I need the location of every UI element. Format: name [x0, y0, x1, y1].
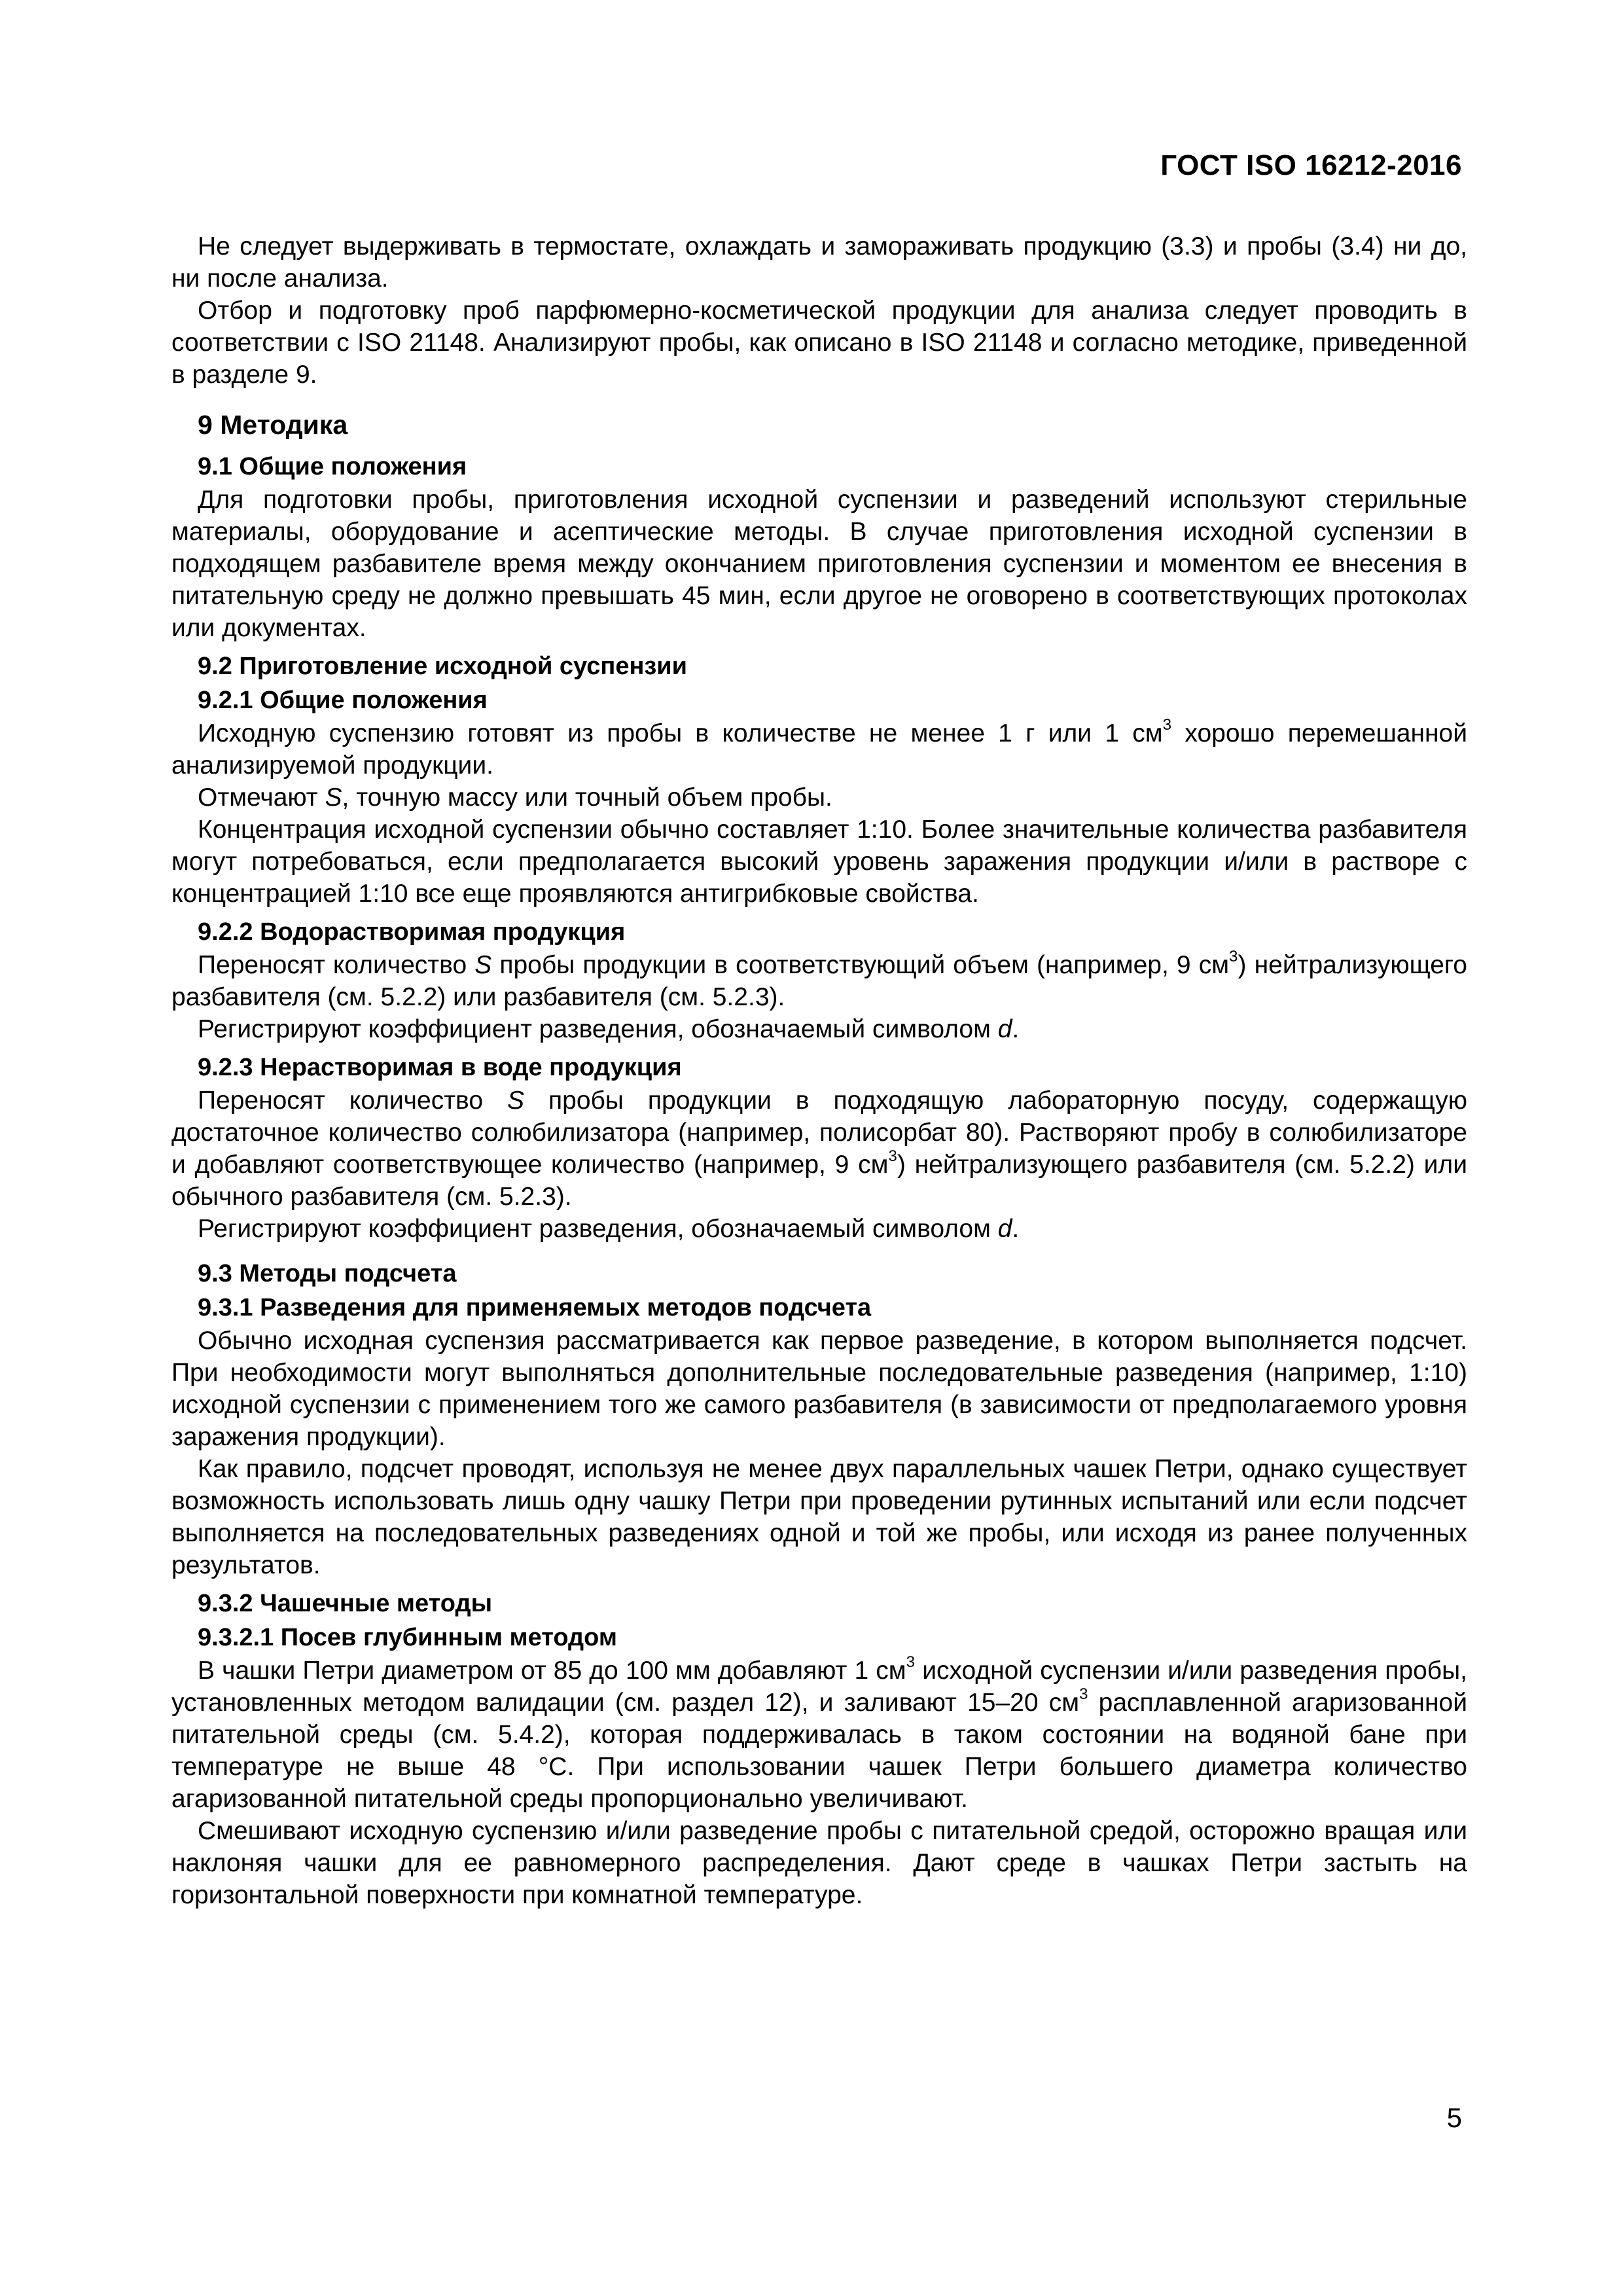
- paragraph: Как правило, подсчет проводят, используя не менее двух параллельных чашек Петри, однако существует возможность использовать лишь одну чашку Петри при проведении рутинных испытаний или если подсчет выполняется на последовательных разведениях одной и той же пробы, или исходя из ранее полученных результатов.: [171, 1455, 1467, 1579]
- section-heading-9-3-2-1: 9.3.2.1 Посев глубинным методом: [198, 1624, 617, 1651]
- section-heading-9-2-2: 9.2.2 Водорастворимая продукция: [198, 918, 626, 946]
- paragraph: Смешивают исходную суспензию и/или разведение пробы с питательной средой, осторожно вращая или наклоняя чашки для ее равномерного распределения. Дают среде в чашках Петри застыть на горизонтальной поверхности при комнатной температуре.: [171, 1817, 1467, 1909]
- section-heading-9: 9 Методика: [198, 410, 348, 440]
- section-heading-9-2-1: 9.2.1 Общие положения: [198, 687, 488, 714]
- paragraph: Обычно исходная суспензия рассматривается как первое разведение, в котором выполняется подсчет. При необходимости могут выполняться дополнительные последовательные разведения (например, 1:10) исходной суспензии с применением того же самого разбавителя (в зависимости от предполагаемого уровня заражения продукции).: [171, 1327, 1467, 1451]
- section-heading-9-3-1: 9.3.1 Разведения для применяемых методов подсчета: [198, 1294, 872, 1321]
- paragraph: Отмечают S, точную массу или точный объем пробы.: [198, 783, 832, 812]
- paragraph: Концентрация исходной суспензии обычно составляет 1:10. Более значительные количества разбавителя могут потребоваться, если предполагается высокий уровень заражения продукции и/или в растворе с концентрацией 1:10 все еще проявляются антигрибковые свойства.: [171, 816, 1467, 908]
- section-heading-9-3: 9.3 Методы подсчета: [198, 1260, 457, 1287]
- paragraph: Регистрируют коэффициент разведения, обозначаемый символом d.: [198, 1015, 1020, 1043]
- paragraph: В чашки Петри диаметром от 85 до 100 мм добавляют 1 $см^3$ исходной суспензии и/или разведения пробы, установленных методом валидации (см. раздел 12), и заливают 15–20 $см^3$ расплавленной агаризованной питательной среды (см. 5.4.2), которая поддерживалась в таком состоянии на водяной бане при температуре не выше 48 °С. При использовании чашек Петри большего диаметра количество агаризованной питательной среды пропорционально увеличивают.: [171, 1653, 1467, 1813]
- section-heading-9-2-3: 9.2.3 Нерастворимая в воде продукция: [198, 1054, 682, 1081]
- page-number: 5: [1446, 2102, 1462, 2133]
- document-standard-code: ГОСТ ISO 16212-2016: [1160, 149, 1462, 181]
- paragraph: Отбор и подготовку проб парфюмерно-косметической продукции для анализа следует проводить в соответствии с ISO 21148. Анализируют пробы, как описано в ISO 21148 и согласно методике, приведенной в разделе 9.: [171, 296, 1467, 389]
- paragraph: Для подготовки пробы, приготовления исходной суспензии и разведений используют стерильные материалы, оборудование и асептические методы. В случае приготовления исходной суспензии в подходящем разбавителе время между окончанием приготовления суспензии и моментом ее внесения в питательную среду не должно превышать 45 мин, если другое не оговорено в соответствующих протоколах или документах.: [171, 486, 1467, 642]
- paragraph: Исходную суспензию готовят из пробы в количестве не менее 1 г или 1 $см^3$ хорошо перемешанной анализируемой продукции.: [171, 716, 1468, 780]
- paragraph: Переносят количество S пробы продукции в соответствующий объем (например, 9 $см^3$) нейтрализующего разбавителя (см. 5.2.2) или разбавителя (см. 5.2.3).: [171, 948, 1467, 1011]
- paragraph: Не следует выдерживать в термостате, охлаждать и замораживать продукцию (3.3) и пробы (3.4) ни до, ни после анализа.: [171, 232, 1467, 293]
- paragraph: Регистрируют коэффициент разведения, обозначаемый символом d.: [198, 1215, 1020, 1243]
- section-heading-9-3-2: 9.3.2 Чашечные методы: [198, 1590, 493, 1617]
- paragraph: Переносят количество S пробы продукции в подходящую лабораторную посуду, содержащую достаточное количество солюбилизатора (например, полисорбат 80). Растворяют пробу в солюбилизаторе и добавляют соответствующее количество (например, 9 $см^3$) нейтрализующего разбавителя (см. 5.2.2) или обычного разбавителя (см. 5.2.3).: [171, 1086, 1467, 1211]
- section-heading-9-2: 9.2 Приготовление исходной суспензии: [198, 653, 688, 680]
- document-body: [171, 230, 1467, 1911]
- section-heading-9-1: 9.1 Общие положения: [198, 453, 467, 480]
